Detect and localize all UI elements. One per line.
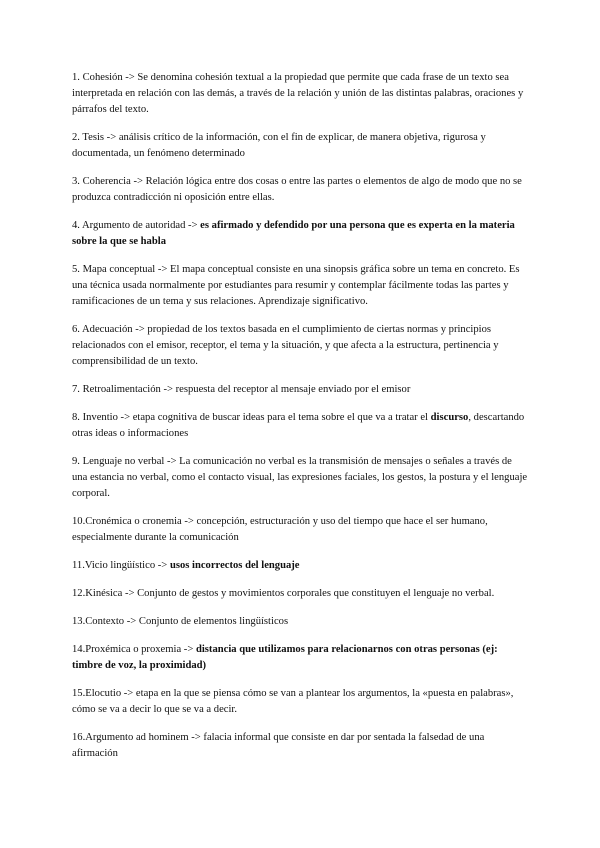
- entry-12-text: 12.Kinésica -> Conjunto de gestos y movimientos corporales que constituyen el lenguaje no verbal.: [72, 588, 495, 599]
- entry-8: [72, 410, 528, 442]
- entry-5: [72, 262, 528, 310]
- entry-14: [72, 642, 528, 674]
- entry-9: [72, 454, 528, 502]
- entry-14-text: 14.Proxémica o proxemia ->: [72, 644, 196, 655]
- entry-4-text: 4. Argumento de autoridad ->: [72, 220, 201, 231]
- entry-1: [72, 70, 528, 118]
- entry-2: [72, 130, 528, 162]
- entry-6-text: 6. Adecuación -> propiedad de los textos basada en el cumplimiento de ciertas normas y principios relacionados con el emisor, receptor, el tema y la situación, y que afecta a la estructura, pertinencia y comprensibilidad de un texto.: [72, 324, 499, 367]
- entry-12: [72, 586, 528, 602]
- entry-13-text: 13.Contexto -> Conjunto de elementos lingüísticos: [72, 616, 289, 627]
- entry-11-text: 11.Vicio lingüístico ->: [72, 560, 170, 571]
- entry-7-text: 7. Retroalimentación -> respuesta del receptor al mensaje enviado por el emisor: [72, 384, 411, 395]
- entry-7: [72, 382, 528, 398]
- entry-16: [72, 730, 528, 762]
- entry-10-text: 10.Cronémica o cronemia -> concepción, estructuración y uso del tiempo que hace el ser humano, especialmente durante la comunicación: [72, 516, 488, 543]
- entry-5-text: 5. Mapa conceptual -> El mapa conceptual consiste en una sinopsis gráfica sobre un tema en concreto. Es una técnica usada normalmente por estudiantes para resumir y contemplar fácilmente todas las partes y ramificaciones de un tema y sus relaciones. Aprendizaje significativo.: [72, 264, 520, 307]
- entry-2-text: 2. Tesis -> análisis crítico de la información, con el fin de explicar, de manera objetiva, rigurosa y documentada, un fenómeno determinado: [72, 132, 486, 159]
- entry-8-after: , descartando otras ideas o informaciones: [72, 412, 525, 439]
- document-page: [72, 70, 528, 774]
- entry-15-text: 15.Elocutio -> etapa en la que se piensa cómo se van a plantear los argumentos, la «puesta en palabras», cómo se va a decir lo que se va a decir.: [72, 688, 514, 715]
- entry-11-bold: usos incorrectos del lenguaje: [169, 560, 300, 571]
- entry-13: [72, 614, 528, 630]
- entry-8-text: 8. Inventio -> etapa cognitiva de buscar ideas para el tema sobre el que va a tratar el: [72, 412, 431, 423]
- entry-9-text: 9. Lenguaje no verbal -> La comunicación no verbal es la transmisión de mensajes o señales a través de una estancia no verbal, como el contacto visual, las expresiones faciales, los gestos, la postura y el lenguaje corporal.: [72, 456, 528, 499]
- entry-15: [72, 686, 528, 718]
- entry-4-bold: es afirmado y defendido por una persona que es experta en la materia sobre la que se habla: [72, 220, 515, 247]
- entry-4: [72, 218, 528, 250]
- entry-14-bold: distancia que utilizamos para relacionarnos con otras personas (ej: timbre de voz, la proximidad): [72, 644, 498, 671]
- entry-16-text: 16.Argumento ad hominem -> falacia informal que consiste en dar por sentada la falsedad de una afirmación: [72, 732, 485, 759]
- entry-1-text: 1. Cohesión -> Se denomina cohesión textual a la propiedad que permite que cada frase de un texto sea interpretada en relación con las demás, a través de la relación y unión de las distintas palabras, oraciones y párrafos del texto.: [72, 72, 524, 115]
- entry-10: [72, 514, 528, 546]
- entry-3-text: 3. Coherencia -> Relación lógica entre dos cosas o entre las partes o elementos de algo de modo que no se produzca contradicción ni oposición entre ellas.: [72, 176, 522, 203]
- entry-3: [72, 174, 528, 206]
- entry-8-bold: discurso: [430, 412, 469, 423]
- entry-11: [72, 558, 528, 574]
- entry-6: [72, 322, 528, 370]
